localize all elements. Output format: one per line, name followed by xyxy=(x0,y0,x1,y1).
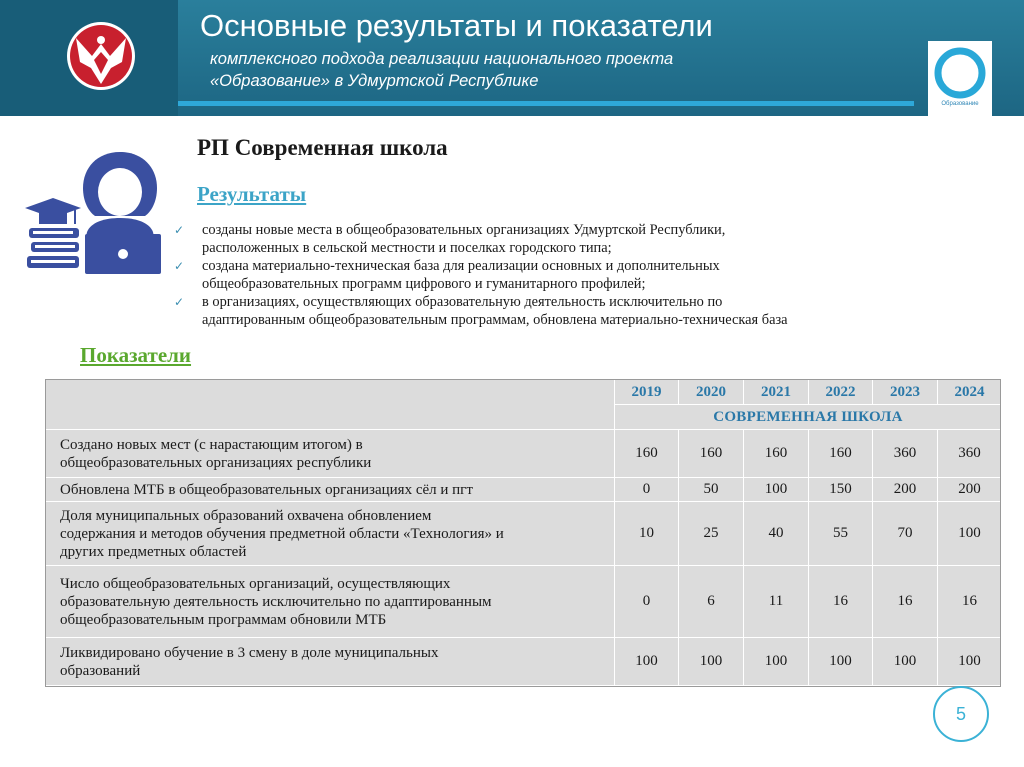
section-title: РП Современная школа xyxy=(197,135,448,160)
value-cell: 100 xyxy=(744,478,809,502)
table-row xyxy=(46,566,1002,638)
year-header: 2022 xyxy=(809,380,873,405)
year-header: 2021 xyxy=(744,380,809,405)
value-cell: 55 xyxy=(809,502,873,566)
value-cell: 160 xyxy=(679,430,744,478)
education-logo-text: Образование xyxy=(941,101,979,107)
value-cell: 100 xyxy=(809,638,873,686)
checkmark-icon: ✓ xyxy=(174,223,185,237)
header-accent-line xyxy=(178,101,914,106)
results-list xyxy=(174,221,1004,329)
year-header: 2023 xyxy=(873,380,938,405)
value-cell: 100 xyxy=(679,638,744,686)
table-row xyxy=(46,430,1002,478)
subtitle-line-1: комплексного подхода реализации национального проекта xyxy=(210,50,674,68)
education-logo xyxy=(928,41,992,116)
value-cell: 70 xyxy=(873,502,938,566)
value-cell: 16 xyxy=(938,566,1002,638)
value-cell: 200 xyxy=(873,478,938,502)
indicators-heading: Показатели xyxy=(80,343,192,367)
value-cell: 360 xyxy=(938,430,1002,478)
table-subheader: СОВРЕМЕННАЯ ШКОЛА xyxy=(615,405,1002,430)
table-row xyxy=(46,638,1002,686)
row-label: Доля муниципальных образований охвачена обновлением содержания и методов обучения предметной области «Технология» и других предметных областей xyxy=(46,502,615,566)
header-emblem-panel xyxy=(0,0,178,116)
udmurtia-emblem-icon xyxy=(66,16,136,96)
value-cell: 50 xyxy=(679,478,744,502)
page-title: Основные результаты и показатели xyxy=(200,8,713,43)
row-label: Ликвидировано обучение в 3 смену в доле муниципальных образований xyxy=(46,638,615,686)
value-cell: 16 xyxy=(873,566,938,638)
checkmark-icon: ✓ xyxy=(174,295,185,309)
value-cell: 100 xyxy=(615,638,679,686)
value-cell: 40 xyxy=(744,502,809,566)
year-header: 2019 xyxy=(615,380,679,405)
results-heading: Результаты xyxy=(197,182,307,206)
list-item: ✓ в организациях, осуществляющих образовательную деятельность исключительно по адаптированным общеобразовательным программам, обновлена материально-техническая база xyxy=(174,294,788,328)
value-cell: 10 xyxy=(615,502,679,566)
value-cell: 0 xyxy=(615,566,679,638)
student-laptop-icon xyxy=(25,150,165,275)
value-cell: 200 xyxy=(938,478,1002,502)
page-number-badge: 5 xyxy=(933,686,989,742)
row-label: Обновлена МТБ в общеобразовательных организациях сёл и пгт xyxy=(46,478,615,502)
value-cell: 6 xyxy=(679,566,744,638)
table-corner-cell xyxy=(46,380,615,430)
value-cell: 360 xyxy=(873,430,938,478)
value-cell: 100 xyxy=(744,638,809,686)
row-label: Число общеобразовательных организаций, осуществляющих образовательную деятельность исключительно по адаптированным общеобразовательным программам обновили МТБ xyxy=(46,566,615,638)
list-item: ✓ созданы новые места в общеобразовательных организациях Удмуртской Республики, расположенных в сельской местности и поселках городского типа; xyxy=(174,222,726,256)
table-row xyxy=(46,502,1002,566)
value-cell: 100 xyxy=(938,638,1002,686)
indicators-table xyxy=(45,379,1002,686)
education-ring-icon xyxy=(928,41,992,101)
table-header-row xyxy=(46,380,1002,405)
value-cell: 160 xyxy=(809,430,873,478)
page-subtitle xyxy=(210,48,673,92)
value-cell: 16 xyxy=(809,566,873,638)
year-header: 2024 xyxy=(938,380,1002,405)
value-cell: 0 xyxy=(615,478,679,502)
value-cell: 160 xyxy=(744,430,809,478)
value-cell: 25 xyxy=(679,502,744,566)
year-header: 2020 xyxy=(679,380,744,405)
header-bar xyxy=(0,0,1024,116)
value-cell: 100 xyxy=(938,502,1002,566)
table-row xyxy=(46,478,1002,502)
value-cell: 160 xyxy=(615,430,679,478)
subtitle-line-2: «Образование» в Удмуртской Республике xyxy=(210,72,539,90)
checkmark-icon: ✓ xyxy=(174,259,185,273)
value-cell: 100 xyxy=(873,638,938,686)
row-label: Создано новых мест (с нарастающим итогом) в общеобразовательных организациях республики xyxy=(46,430,615,478)
value-cell: 150 xyxy=(809,478,873,502)
list-item: ✓ создана материально-техническая база для реализации основных и дополнительных общеобразовательных программ цифрового и гуманитарного профилей; xyxy=(174,258,720,292)
value-cell: 11 xyxy=(744,566,809,638)
